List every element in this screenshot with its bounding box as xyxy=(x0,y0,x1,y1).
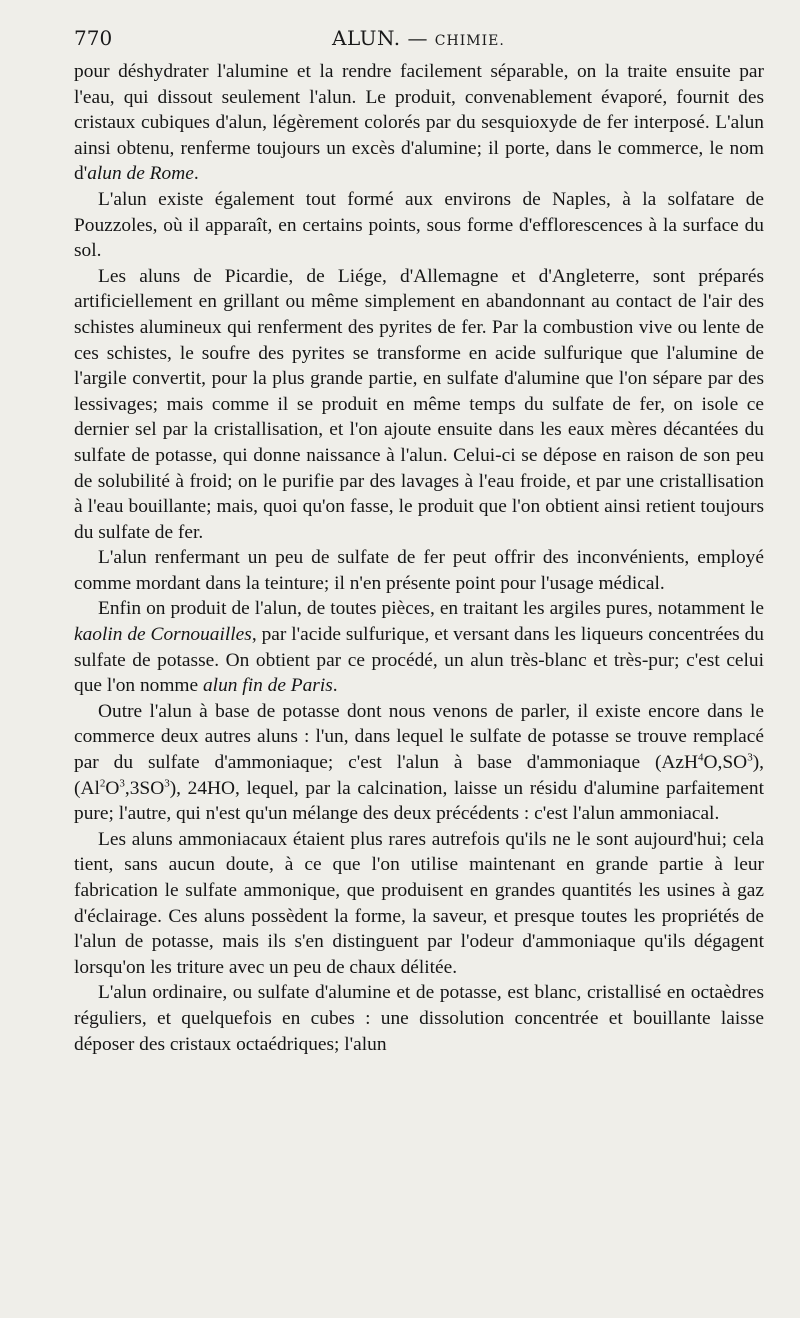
text-run: ), (Al xyxy=(74,752,764,799)
italic-term: alun de Rome xyxy=(87,163,194,185)
paragraph xyxy=(74,187,764,264)
text-run: L'alun ordinaire, ou sulfate d'alumine et de potasse, est blanc, cristallisé en octaèdres réguliers, et quelquefois en cubes : une dissolution concentrée et bouillante laisse déposer des cristaux octaédriques; l'alun xyxy=(74,982,764,1055)
running-head xyxy=(332,26,505,50)
text-run: L'alun existe également tout formé aux environs de Naples, à la solfatare de Pouzzoles, où il apparaît, en certains points, sous forme d'efflorescences à la surface du sol. xyxy=(74,188,764,262)
paragraph xyxy=(74,264,764,546)
page-number: 770 xyxy=(74,26,113,50)
paragraph xyxy=(74,980,764,1057)
text-run: , par l'acide sulfurique, et versant dans les liqueurs concentrées du sulfate de potasse. On obtient par ce procédé, un alun très-blanc et très-pur; c'est celui que l'on nomme xyxy=(74,624,764,697)
running-head-separator: — xyxy=(407,26,428,50)
paragraph xyxy=(74,596,764,698)
text-run: . xyxy=(193,163,199,185)
text-run: O,SO xyxy=(703,752,748,774)
text-run: L'alun renfermant un peu de sulfate de fer peut offrir des inconvénients, employé comme mordant dans la teinture; il n'en présente point pour l'usage médical. xyxy=(74,547,764,594)
paragraph xyxy=(74,699,764,827)
text-run: O xyxy=(105,777,120,799)
text-run: . xyxy=(332,675,338,697)
italic-term: kaolin de Cornouailles xyxy=(74,624,252,646)
formula-superscript: 3 xyxy=(119,777,125,790)
formula-superscript: 4 xyxy=(698,751,704,764)
italic-term: alun fin de Paris xyxy=(202,675,333,697)
paragraph xyxy=(74,59,764,187)
formula-superscript: 3 xyxy=(747,751,753,764)
text-run: Enfin on produit de l'alun, de toutes pièces, en traitant les argiles pures, notamment le xyxy=(98,598,764,620)
paragraph xyxy=(74,545,764,596)
text-run: Les aluns ammoniacaux étaient plus rares autrefois qu'ils ne le sont aujourd'hui; cela tient, sans aucun doute, à ce que l'on utilise maintenant en grande partie à leur fabrication le sulfate ammonique, que produisent en grandes quantités les usines à gaz d'éclairage. Ces aluns possèdent la forme, la saveur, et presque toutes les propriétés de l'alun de potasse, mais ils s'en distinguent par l'odeur d'ammoniaque qu'ils dégagent lorsqu'on les triture avec un peu de chaux délitée. xyxy=(74,828,764,978)
text-run: ), 24HO, lequel, par la calcination, laisse un résidu d'alumine parfaitement pure; l'autre, qui n'est qu'un mélange des deux précédents : c'est l'alun ammoniacal. xyxy=(74,777,764,825)
text-run: Les aluns de Picardie, de Liége, d'Allemagne et d'Angleterre, sont préparés artificiellement en grillant ou même simplement en abandonnant au contact de l'air des schistes alumineux qui renferment des pyrites de fer. Par la combustion vive ou lente de ces schistes, le soufre des pyrites se transforme en acide sulfurique que l'alumine de l'argile convertit, pour la plus grande partie, en sulfate d'alumine que l'on sépare par des lessivages; mais comme il se produit en même temps du sulfate de fer, on isole ce dernier sel par la cristallisation, et l'on ajoute ensuite dans les eaux mères décantées du sulfate de potasse, qui donne naissance à l'alun. Celui-ci se dépose en raison de son peu de solubilité à froid; on le purifie par des lavages à l'eau froide, et par une cristallisation à l'eau bouillante; mais, quoi qu'on fasse, le produit que l'on obtient ainsi retient toujours du sulfate de fer. xyxy=(74,265,764,543)
text-run: Outre l'alun à base de potasse dont nous venons de parler, il existe encore dans le commerce deux autres aluns : l'un, dans lequel le sulfate de potasse se trouve remplacé par du sulfate d'ammoniaque; c'est l'alun à base d'ammoniaque (AzH xyxy=(74,700,764,774)
page-header xyxy=(74,26,766,50)
text-run: pour déshydrater l'alumine et la rendre facilement séparable, on la traite ensuite par l'eau, qui dissout seulement l'alun. Le produit, convenablement évaporé, fournit des cristaux cubiques d'alun, légèrement colorés par du sesquioxyde de fer interposé. L'alun ainsi obtenu, renferme toujours un excès d'alumine; il porte, dans le commerce, le nom d' xyxy=(74,61,764,185)
running-head-title: ALUN. xyxy=(332,26,401,50)
formula-superscript: 2 xyxy=(99,777,106,790)
paragraph xyxy=(74,827,764,981)
formula-superscript: 3 xyxy=(164,777,170,790)
running-head-section: CHIMIE. xyxy=(434,33,505,49)
body-text xyxy=(74,59,764,1057)
text-run: ,3SO xyxy=(124,777,165,799)
